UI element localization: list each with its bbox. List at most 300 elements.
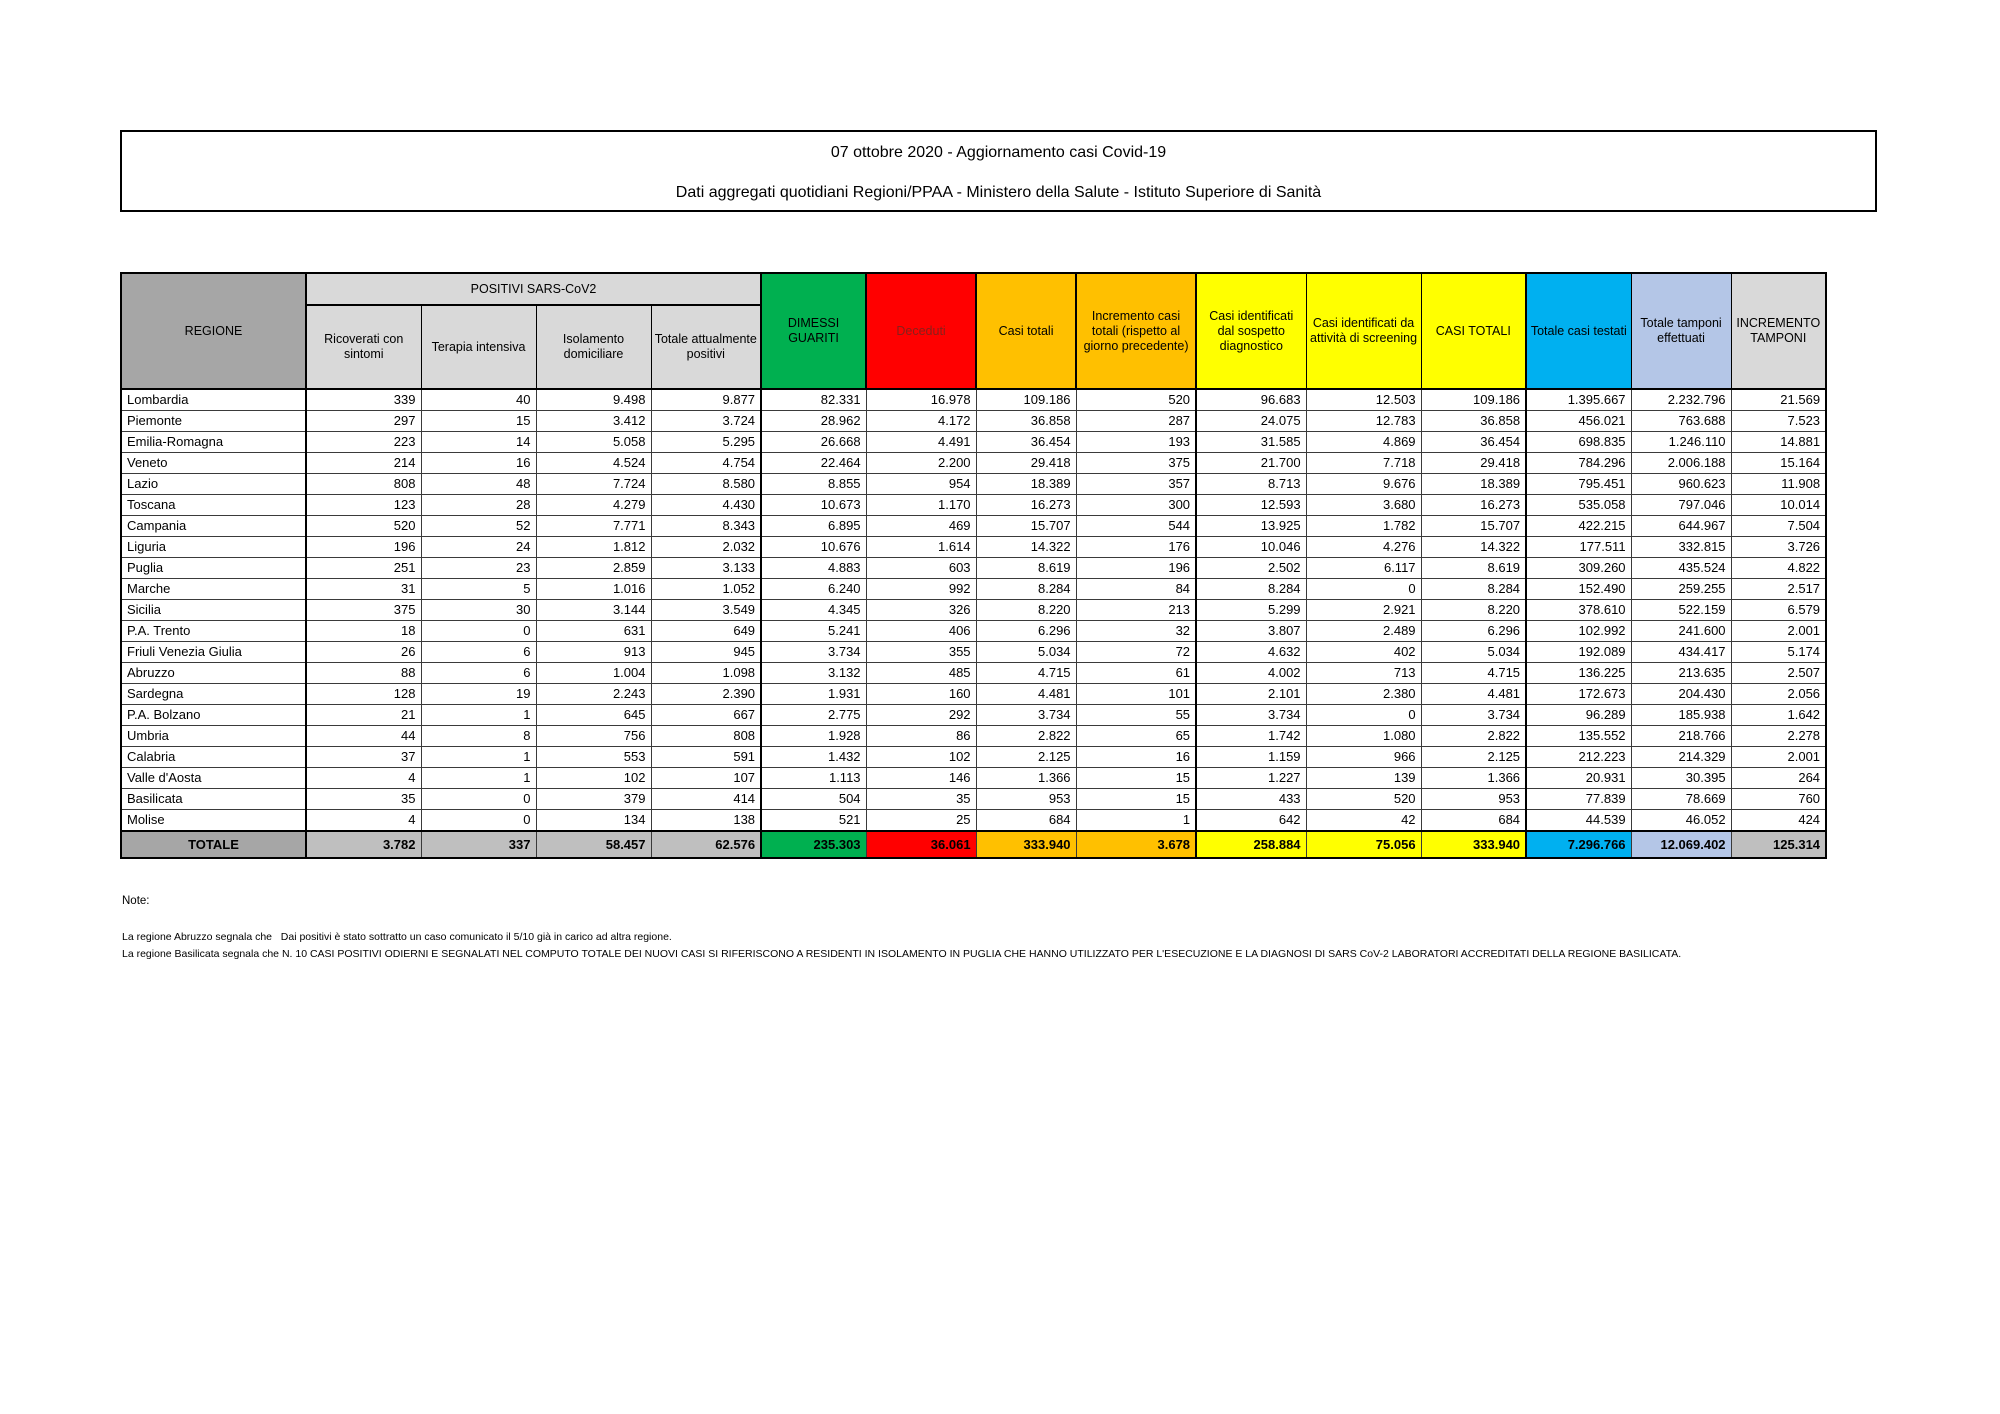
region-name: P.A. Bolzano	[121, 705, 306, 726]
table-row	[121, 810, 1826, 832]
total-value-cell: 75.056	[1306, 831, 1421, 858]
value-cell: 9.676	[1306, 474, 1421, 495]
total-value-cell: 3.782	[306, 831, 421, 858]
value-cell: 9.498	[536, 389, 651, 411]
value-cell: 684	[1421, 810, 1526, 832]
value-cell: 36.454	[976, 432, 1076, 453]
value-cell: 28	[421, 495, 536, 516]
value-cell: 84	[1076, 579, 1196, 600]
value-cell: 152.490	[1526, 579, 1631, 600]
value-cell: 1.928	[761, 726, 866, 747]
note-basilicata: La regione Basilicata segnala che N. 10 CASI POSITIVI ODIERNI E SEGNALATI NEL COMPUTO TOTALE DEI NUOVI CASI SI RIFERISCONO A RESIDENTI IN ISOLAMENTO IN PUGLIA CHE HANNO UTILIZZATO PER L'ESECUZIONE E LA DIAGNOSI DI SARS CoV-2 LABORATORI ACCREDITATI DELLA REGIONE BASILICATA.	[122, 948, 1682, 960]
value-cell: 4.524	[536, 453, 651, 474]
value-cell: 8.619	[1421, 558, 1526, 579]
report-title: 07 ottobre 2020 - Aggiornamento casi Covid-19	[830, 144, 1167, 161]
value-cell: 2.859	[536, 558, 651, 579]
header-incremento-tamponi: INCREMENTO TAMPONI	[1731, 273, 1826, 389]
value-cell: 992	[866, 579, 976, 600]
value-cell: 9.877	[651, 389, 761, 411]
value-cell: 22.464	[761, 453, 866, 474]
value-cell: 3.412	[536, 411, 651, 432]
value-cell: 422.215	[1526, 516, 1631, 537]
header-regione: REGIONE	[121, 273, 306, 389]
value-cell: 82.331	[761, 389, 866, 411]
value-cell: 3.549	[651, 600, 761, 621]
value-cell: 2.001	[1731, 621, 1826, 642]
header-sospetto-diagnostico: Casi identificati dal sospetto diagnostico	[1196, 273, 1306, 389]
value-cell: 15	[1076, 789, 1196, 810]
value-cell: 1.227	[1196, 768, 1306, 789]
value-cell: 953	[1421, 789, 1526, 810]
value-cell: 6.895	[761, 516, 866, 537]
title-box	[120, 130, 1877, 212]
table-row	[121, 558, 1826, 579]
value-cell: 3.734	[1196, 705, 1306, 726]
table-row	[121, 705, 1826, 726]
value-cell: 4.276	[1306, 537, 1421, 558]
region-name: Umbria	[121, 726, 306, 747]
value-cell: 326	[866, 600, 976, 621]
value-cell: 960.623	[1631, 474, 1731, 495]
value-cell: 35	[866, 789, 976, 810]
value-cell: 3.133	[651, 558, 761, 579]
value-cell: 136.225	[1526, 663, 1631, 684]
value-cell: 2.775	[761, 705, 866, 726]
value-cell: 4.869	[1306, 432, 1421, 453]
value-cell: 15.707	[976, 516, 1076, 537]
value-cell: 4.822	[1731, 558, 1826, 579]
value-cell: 375	[306, 600, 421, 621]
value-cell: 214	[306, 453, 421, 474]
value-cell: 5.034	[976, 642, 1076, 663]
value-cell: 1.004	[536, 663, 651, 684]
value-cell: 2.001	[1731, 747, 1826, 768]
value-cell: 10.014	[1731, 495, 1826, 516]
value-cell: 4.172	[866, 411, 976, 432]
value-cell: 8	[421, 726, 536, 747]
value-cell: 4.002	[1196, 663, 1306, 684]
value-cell: 2.232.796	[1631, 389, 1731, 411]
value-cell: 6.296	[976, 621, 1076, 642]
value-cell: 3.734	[976, 705, 1076, 726]
value-cell: 135.552	[1526, 726, 1631, 747]
value-cell: 24	[421, 537, 536, 558]
value-cell: 954	[866, 474, 976, 495]
value-cell: 102.992	[1526, 621, 1631, 642]
value-cell: 2.243	[536, 684, 651, 705]
total-value-cell: 62.576	[651, 831, 761, 858]
value-cell: 6.240	[761, 579, 866, 600]
value-cell: 8.220	[976, 600, 1076, 621]
value-cell: 196	[1076, 558, 1196, 579]
table-row	[121, 453, 1826, 474]
value-cell: 649	[651, 621, 761, 642]
value-cell: 684	[976, 810, 1076, 832]
value-cell: 29.418	[976, 453, 1076, 474]
value-cell: 12.593	[1196, 495, 1306, 516]
value-cell: 332.815	[1631, 537, 1731, 558]
value-cell: 14.322	[976, 537, 1076, 558]
value-cell: 4.481	[1421, 684, 1526, 705]
region-name: Lazio	[121, 474, 306, 495]
region-name: Sardegna	[121, 684, 306, 705]
value-cell: 756	[536, 726, 651, 747]
value-cell: 0	[421, 621, 536, 642]
value-cell: 2.125	[1421, 747, 1526, 768]
value-cell: 287	[1076, 411, 1196, 432]
region-name: Liguria	[121, 537, 306, 558]
total-value-cell: 337	[421, 831, 536, 858]
value-cell: 4.715	[976, 663, 1076, 684]
subheader-terapia-intensiva: Terapia intensiva	[421, 305, 536, 389]
value-cell: 2.032	[651, 537, 761, 558]
value-cell: 36.858	[976, 411, 1076, 432]
value-cell: 1.395.667	[1526, 389, 1631, 411]
value-cell: 4.279	[536, 495, 651, 516]
value-cell: 15.707	[1421, 516, 1526, 537]
value-cell: 1.159	[1196, 747, 1306, 768]
value-cell: 6.117	[1306, 558, 1421, 579]
value-cell: 192.089	[1526, 642, 1631, 663]
header-screening: Casi identificati da attività di screening	[1306, 273, 1421, 389]
value-cell: 2.822	[1421, 726, 1526, 747]
note-abruzzo: La regione Abruzzo segnala che Dai positivi è stato sottratto un caso comunicato il 5/10 già in carico ad altra regione.	[122, 931, 672, 943]
total-value-cell: 7.296.766	[1526, 831, 1631, 858]
value-cell: 23	[421, 558, 536, 579]
value-cell: 4.715	[1421, 663, 1526, 684]
table-row	[121, 495, 1826, 516]
value-cell: 2.507	[1731, 663, 1826, 684]
value-cell: 21.569	[1731, 389, 1826, 411]
total-value-cell: 58.457	[536, 831, 651, 858]
value-cell: 8.580	[651, 474, 761, 495]
value-cell: 96.683	[1196, 389, 1306, 411]
value-cell: 4.754	[651, 453, 761, 474]
value-cell: 406	[866, 621, 976, 642]
value-cell: 259.255	[1631, 579, 1731, 600]
value-cell: 12.783	[1306, 411, 1421, 432]
table-row	[121, 789, 1826, 810]
value-cell: 3.724	[651, 411, 761, 432]
value-cell: 433	[1196, 789, 1306, 810]
value-cell: 96.289	[1526, 705, 1631, 726]
header-incremento-casi: Incremento casi totali (rispetto al giorno precedente)	[1076, 273, 1196, 389]
value-cell: 2.822	[976, 726, 1076, 747]
value-cell: 1.080	[1306, 726, 1421, 747]
value-cell: 5.295	[651, 432, 761, 453]
table-row	[121, 516, 1826, 537]
value-cell: 1.812	[536, 537, 651, 558]
value-cell: 0	[421, 810, 536, 832]
value-cell: 37	[306, 747, 421, 768]
table-row	[121, 642, 1826, 663]
value-cell: 1.432	[761, 747, 866, 768]
value-cell: 11.908	[1731, 474, 1826, 495]
value-cell: 18	[306, 621, 421, 642]
value-cell: 172.673	[1526, 684, 1631, 705]
header-positivi-group: POSITIVI SARS-CoV2	[306, 273, 761, 305]
value-cell: 86	[866, 726, 976, 747]
value-cell: 2.517	[1731, 579, 1826, 600]
total-label: TOTALE	[121, 831, 306, 858]
value-cell: 763.688	[1631, 411, 1731, 432]
value-cell: 177.511	[1526, 537, 1631, 558]
region-name: Toscana	[121, 495, 306, 516]
region-name: Piemonte	[121, 411, 306, 432]
header-casi-testati: Totale casi testati	[1526, 273, 1631, 389]
value-cell: 21.700	[1196, 453, 1306, 474]
value-cell: 7.724	[536, 474, 651, 495]
value-cell: 40	[421, 389, 536, 411]
value-cell: 77.839	[1526, 789, 1631, 810]
value-cell: 1.016	[536, 579, 651, 600]
value-cell: 7.718	[1306, 453, 1421, 474]
value-cell: 0	[421, 789, 536, 810]
value-cell: 72	[1076, 642, 1196, 663]
value-cell: 26.668	[761, 432, 866, 453]
value-cell: 21	[306, 705, 421, 726]
value-cell: 292	[866, 705, 976, 726]
value-cell: 3.734	[761, 642, 866, 663]
value-cell: 784.296	[1526, 453, 1631, 474]
report-subtitle: Dati aggregati quotidiani Regioni/PPAA - Ministero della Salute - Istituto Superiore di Sanità	[675, 184, 1322, 201]
subheader-totale-positivi: Totale attualmente positivi	[651, 305, 761, 389]
value-cell: 469	[866, 516, 976, 537]
notes-section	[122, 895, 1822, 963]
value-cell: 31	[306, 579, 421, 600]
value-cell: 61	[1076, 663, 1196, 684]
value-cell: 1.366	[1421, 768, 1526, 789]
table-row	[121, 389, 1826, 411]
value-cell: 102	[866, 747, 976, 768]
table-row	[121, 411, 1826, 432]
value-cell: 795.451	[1526, 474, 1631, 495]
total-value-cell: 125.314	[1731, 831, 1826, 858]
value-cell: 1.113	[761, 768, 866, 789]
subheader-ricoverati: Ricoverati con sintomi	[306, 305, 421, 389]
value-cell: 603	[866, 558, 976, 579]
region-name: Veneto	[121, 453, 306, 474]
value-cell: 1.366	[976, 768, 1076, 789]
value-cell: 355	[866, 642, 976, 663]
table-row	[121, 537, 1826, 558]
value-cell: 52	[421, 516, 536, 537]
value-cell: 18.389	[1421, 474, 1526, 495]
value-cell: 2.200	[866, 453, 976, 474]
value-cell: 15.164	[1731, 453, 1826, 474]
value-cell: 698.835	[1526, 432, 1631, 453]
value-cell: 20.931	[1526, 768, 1631, 789]
value-cell: 953	[976, 789, 1076, 810]
table-row	[121, 747, 1826, 768]
value-cell: 1.931	[761, 684, 866, 705]
value-cell: 1.642	[1731, 705, 1826, 726]
total-value-cell: 333.940	[976, 831, 1076, 858]
notes-label: Note:	[122, 895, 150, 907]
value-cell: 2.390	[651, 684, 761, 705]
value-cell: 4.491	[866, 432, 976, 453]
value-cell: 7.771	[536, 516, 651, 537]
value-cell: 2.489	[1306, 621, 1421, 642]
region-name: Puglia	[121, 558, 306, 579]
value-cell: 375	[1076, 453, 1196, 474]
value-cell: 107	[651, 768, 761, 789]
region-name: P.A. Trento	[121, 621, 306, 642]
table-row	[121, 432, 1826, 453]
header-casi-totali-2: CASI TOTALI	[1421, 273, 1526, 389]
value-cell: 2.380	[1306, 684, 1421, 705]
value-cell: 8.713	[1196, 474, 1306, 495]
value-cell: 139	[1306, 768, 1421, 789]
value-cell: 414	[651, 789, 761, 810]
table-body	[121, 389, 1826, 858]
value-cell: 300	[1076, 495, 1196, 516]
region-name: Basilicata	[121, 789, 306, 810]
table-row	[121, 600, 1826, 621]
region-name: Lombardia	[121, 389, 306, 411]
value-cell: 4.430	[651, 495, 761, 516]
value-cell: 1.742	[1196, 726, 1306, 747]
region-name: Molise	[121, 810, 306, 832]
value-cell: 12.503	[1306, 389, 1421, 411]
value-cell: 48	[421, 474, 536, 495]
table-row	[121, 579, 1826, 600]
table-row	[121, 663, 1826, 684]
value-cell: 16.978	[866, 389, 976, 411]
value-cell: 7.504	[1731, 516, 1826, 537]
table-row	[121, 474, 1826, 495]
value-cell: 36.454	[1421, 432, 1526, 453]
value-cell: 16	[1076, 747, 1196, 768]
value-cell: 1	[1076, 810, 1196, 832]
value-cell: 1.098	[651, 663, 761, 684]
header-tamponi-effettuati: Totale tamponi effettuati	[1631, 273, 1731, 389]
total-row	[121, 831, 1826, 858]
value-cell: 3.132	[761, 663, 866, 684]
value-cell: 29.418	[1421, 453, 1526, 474]
value-cell: 46.052	[1631, 810, 1731, 832]
value-cell: 185.938	[1631, 705, 1731, 726]
value-cell: 24.075	[1196, 411, 1306, 432]
value-cell: 3.680	[1306, 495, 1421, 516]
value-cell: 193	[1076, 432, 1196, 453]
value-cell: 5.299	[1196, 600, 1306, 621]
value-cell: 456.021	[1526, 411, 1631, 432]
value-cell: 134	[536, 810, 651, 832]
value-cell: 379	[536, 789, 651, 810]
region-name: Marche	[121, 579, 306, 600]
value-cell: 4	[306, 810, 421, 832]
value-cell: 218.766	[1631, 726, 1731, 747]
value-cell: 760	[1731, 789, 1826, 810]
value-cell: 36.858	[1421, 411, 1526, 432]
region-name: Sicilia	[121, 600, 306, 621]
value-cell: 10.676	[761, 537, 866, 558]
value-cell: 553	[536, 747, 651, 768]
value-cell: 30.395	[1631, 768, 1731, 789]
value-cell: 913	[536, 642, 651, 663]
value-cell: 8.220	[1421, 600, 1526, 621]
value-cell: 4.345	[761, 600, 866, 621]
value-cell: 424	[1731, 810, 1826, 832]
value-cell: 138	[651, 810, 761, 832]
value-cell: 485	[866, 663, 976, 684]
value-cell: 8.284	[976, 579, 1076, 600]
value-cell: 19	[421, 684, 536, 705]
value-cell: 10.673	[761, 495, 866, 516]
value-cell: 0	[1306, 705, 1421, 726]
value-cell: 8.343	[651, 516, 761, 537]
value-cell: 1.246.110	[1631, 432, 1731, 453]
value-cell: 378.610	[1526, 600, 1631, 621]
value-cell: 1	[421, 705, 536, 726]
value-cell: 6.579	[1731, 600, 1826, 621]
value-cell: 1.614	[866, 537, 976, 558]
table-header	[121, 273, 1826, 389]
value-cell: 2.006.188	[1631, 453, 1731, 474]
value-cell: 78.669	[1631, 789, 1731, 810]
value-cell: 35	[306, 789, 421, 810]
value-cell: 26	[306, 642, 421, 663]
value-cell: 309.260	[1526, 558, 1631, 579]
value-cell: 102	[536, 768, 651, 789]
value-cell: 3.144	[536, 600, 651, 621]
value-cell: 32	[1076, 621, 1196, 642]
value-cell: 808	[651, 726, 761, 747]
value-cell: 6.296	[1421, 621, 1526, 642]
value-cell: 25	[866, 810, 976, 832]
value-cell: 109.186	[976, 389, 1076, 411]
value-cell: 14.322	[1421, 537, 1526, 558]
value-cell: 3.726	[1731, 537, 1826, 558]
value-cell: 101	[1076, 684, 1196, 705]
value-cell: 18.389	[976, 474, 1076, 495]
value-cell: 645	[536, 705, 651, 726]
value-cell: 5.058	[536, 432, 651, 453]
value-cell: 0	[1306, 579, 1421, 600]
value-cell: 14.881	[1731, 432, 1826, 453]
value-cell: 2.921	[1306, 600, 1421, 621]
value-cell: 434.417	[1631, 642, 1731, 663]
value-cell: 16	[421, 453, 536, 474]
value-cell: 251	[306, 558, 421, 579]
region-name: Campania	[121, 516, 306, 537]
header-casi-totali: Casi totali	[976, 273, 1076, 389]
total-value-cell: 333.940	[1421, 831, 1526, 858]
value-cell: 146	[866, 768, 976, 789]
value-cell: 5.241	[761, 621, 866, 642]
value-cell: 667	[651, 705, 761, 726]
value-cell: 435.524	[1631, 558, 1731, 579]
value-cell: 109.186	[1421, 389, 1526, 411]
region-name: Abruzzo	[121, 663, 306, 684]
value-cell: 10.046	[1196, 537, 1306, 558]
value-cell: 16.273	[976, 495, 1076, 516]
value-cell: 808	[306, 474, 421, 495]
value-cell: 65	[1076, 726, 1196, 747]
value-cell: 42	[1306, 810, 1421, 832]
value-cell: 204.430	[1631, 684, 1731, 705]
value-cell: 2.056	[1731, 684, 1826, 705]
value-cell: 966	[1306, 747, 1421, 768]
value-cell: 196	[306, 537, 421, 558]
value-cell: 535.058	[1526, 495, 1631, 516]
value-cell: 5	[421, 579, 536, 600]
value-cell: 591	[651, 747, 761, 768]
value-cell: 213.635	[1631, 663, 1731, 684]
value-cell: 123	[306, 495, 421, 516]
value-cell: 644.967	[1631, 516, 1731, 537]
